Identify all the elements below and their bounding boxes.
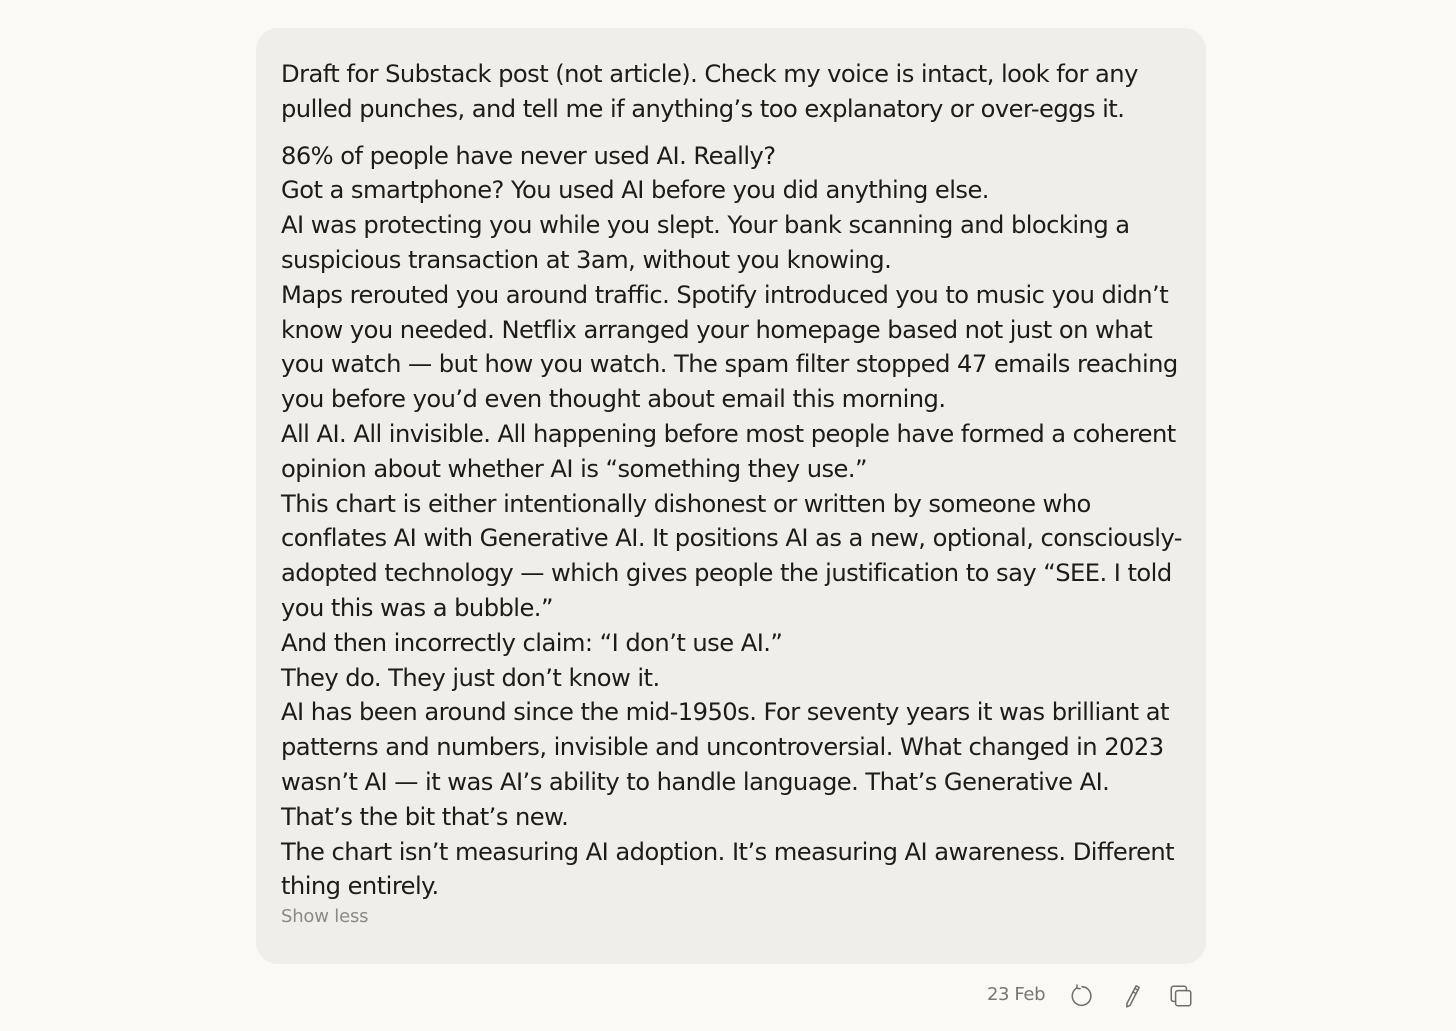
message-line: They do. They just don’t know it. [281,663,660,692]
edit-icon [1119,983,1145,1009]
message-body [281,139,1186,905]
copy-icon [1168,983,1194,1009]
show-less-button[interactable]: Show less [281,906,369,927]
retry-icon [1069,983,1095,1009]
copy-button[interactable] [1165,980,1197,1012]
message-line: This chart is either intentionally dishonest or written by someone who conflates AI with Generative AI. It positions AI as a new, optional, consciously-adopted technology — which gives people the justification to say “SEE. I told you this was a bubble.” [281,489,1182,622]
message-line: Maps rerouted you around traffic. Spotify introduced you to music you didn’t know you needed. Netflix arranged your homepage based not just on what you watch — but how you watch. The spam filter stopped 47 emails reaching you before you’d even thought about email this morning. [281,280,1178,414]
retry-button[interactable] [1066,980,1098,1012]
message-line: The chart isn’t measuring AI adoption. It’s measuring AI awareness. Different thing entirely. [281,837,1175,901]
message-line: AI was protecting you while you slept. Your bank scanning and blocking a suspicious transaction at 3am, without you knowing. [281,211,1130,274]
message-date: 23 Feb [987,984,1046,1005]
message-intro: Draft for Substack post (not article). Check my voice is intact, look for any pulled punches, and tell me if anything’s too explanatory or over-eggs it. [281,60,1138,123]
edit-button[interactable] [1116,980,1148,1012]
message-footer [0,980,1456,1012]
message-line: All AI. All invisible. All happening before most people have formed a coherent opinion about whether AI is “something they use.” [281,419,1176,483]
message-line: Got a smartphone? You used AI before you did anything else. [281,176,989,205]
message-line: And then incorrectly claim: “I don’t use AI.” [281,628,783,657]
user-message-bubble [256,28,1206,964]
message-line: AI has been around since the mid-1950s. For seventy years it was brilliant at patterns and numbers, invisible and uncontroversial. What changed in 2023 wasn’t AI — it was AI’s ability to handle language. That’s Generative AI. That’s the bit that’s new. [281,698,1169,831]
message-line: 86% of people have never used AI. Really? [281,141,776,170]
